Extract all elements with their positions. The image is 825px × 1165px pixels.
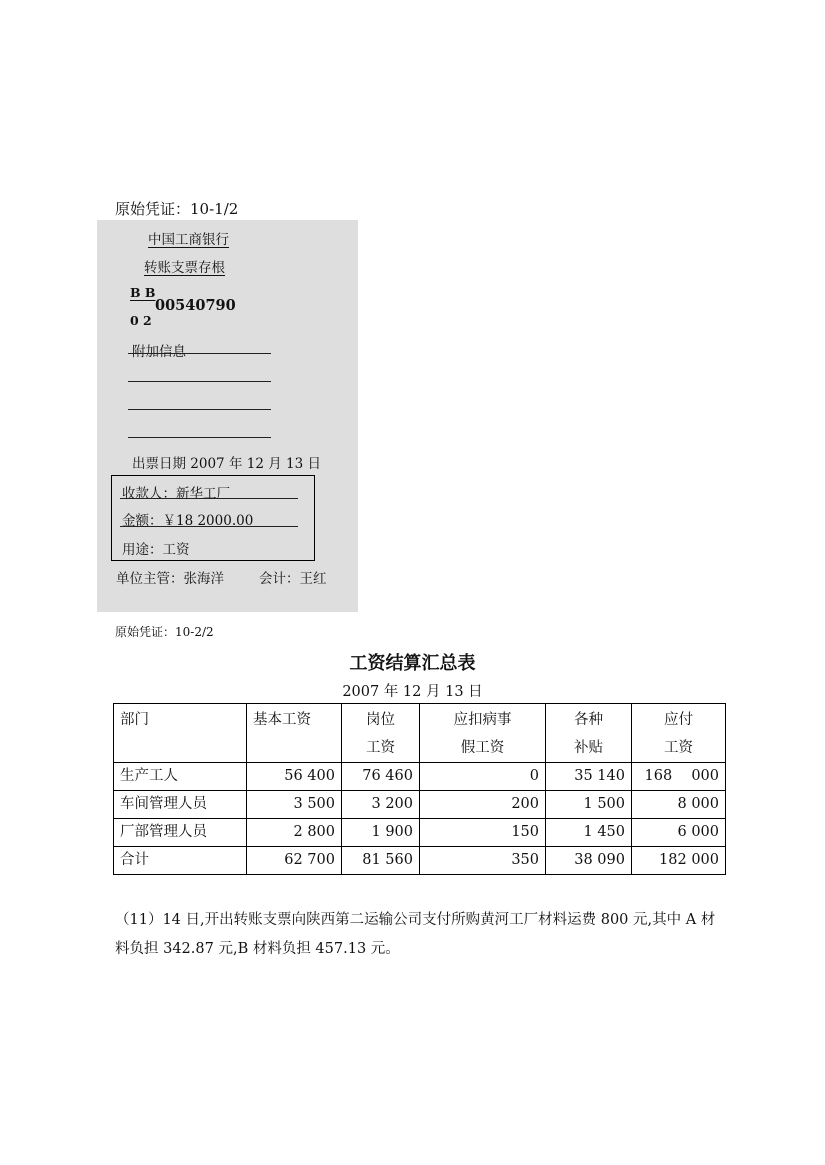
post-cell: 1 900	[342, 819, 420, 847]
supervisor: 单位主管：张海洋	[116, 571, 224, 587]
check-stub	[97, 220, 358, 612]
table-row	[114, 791, 726, 819]
check-number: 00540790	[155, 297, 236, 314]
header-cell: 岗位 工资	[342, 704, 420, 763]
deduct-cell: 200	[420, 791, 546, 819]
table-header-row	[114, 704, 726, 763]
extra-info-label: 附加信息	[132, 344, 186, 360]
check-code-bottom: 0 2	[130, 313, 152, 328]
dept-cell: 合计	[114, 847, 247, 875]
voucher-1-label: 原始凭证：10-1/2	[115, 200, 239, 218]
post-cell: 81 560	[342, 847, 420, 875]
extra-info-line-4	[128, 437, 271, 438]
voucher-2-label: 原始凭证：10-2/2	[115, 625, 214, 639]
header-cell: 部门	[114, 704, 247, 763]
purpose: 用途：工资	[122, 542, 190, 558]
header-cell: 基本工资	[247, 704, 342, 763]
stub-title: 转账支票存根	[144, 260, 225, 276]
payee: 收款人：新华工厂	[122, 486, 230, 502]
payable-cell: 168 000	[632, 763, 726, 791]
table-title: 工资结算汇总表	[349, 653, 476, 674]
extra-info-line-2	[128, 381, 271, 382]
payable-cell: 8 000	[632, 791, 726, 819]
payee-box	[111, 475, 315, 561]
dept-cell: 厂部管理人员	[114, 819, 247, 847]
post-cell: 76 460	[342, 763, 420, 791]
payable-cell: 6 000	[632, 819, 726, 847]
deduct-cell: 0	[420, 763, 546, 791]
dept-cell: 生产工人	[114, 763, 247, 791]
header-cell: 应付 工资	[632, 704, 726, 763]
basic-cell: 62 700	[247, 847, 342, 875]
header-cell: 各种 补贴	[546, 704, 632, 763]
deduct-cell: 150	[420, 819, 546, 847]
issue-date: 出票日期 2007 年 12 月 13 日	[132, 456, 321, 472]
allow-cell: 1 500	[546, 791, 632, 819]
accountant: 会计：王红	[259, 571, 327, 587]
table-row	[114, 763, 726, 791]
amount-line	[120, 526, 298, 527]
transaction-note: （11）14 日,开出转账支票向陕西第二运输公司支付所购黄河工厂材料运费 800 元,其中 A 材料负担 342.87 元,B 材料负担 457.13 元。	[115, 912, 716, 957]
basic-cell: 2 800	[247, 819, 342, 847]
deduct-cell: 350	[420, 847, 546, 875]
bank-name: 中国工商银行	[148, 232, 229, 248]
check-code-top: B B	[130, 285, 156, 300]
allow-cell: 38 090	[546, 847, 632, 875]
extra-info-line-1	[128, 353, 271, 354]
payable-cell: 182 000	[632, 847, 726, 875]
basic-cell: 56 400	[247, 763, 342, 791]
table-row-total	[114, 847, 726, 875]
post-cell: 3 200	[342, 791, 420, 819]
extra-info-line-3	[128, 409, 271, 410]
salary-summary-table	[113, 703, 726, 875]
amount: 金额：￥18 2000.00	[122, 513, 254, 529]
allow-cell: 35 140	[546, 763, 632, 791]
dept-cell: 车间管理人员	[114, 791, 247, 819]
table-date: 2007 年 12 月 13 日	[342, 684, 483, 700]
allow-cell: 1 450	[546, 819, 632, 847]
header-cell: 应扣病事 假工资	[420, 704, 546, 763]
table-row	[114, 819, 726, 847]
basic-cell: 3 500	[247, 791, 342, 819]
payee-line	[120, 498, 298, 499]
